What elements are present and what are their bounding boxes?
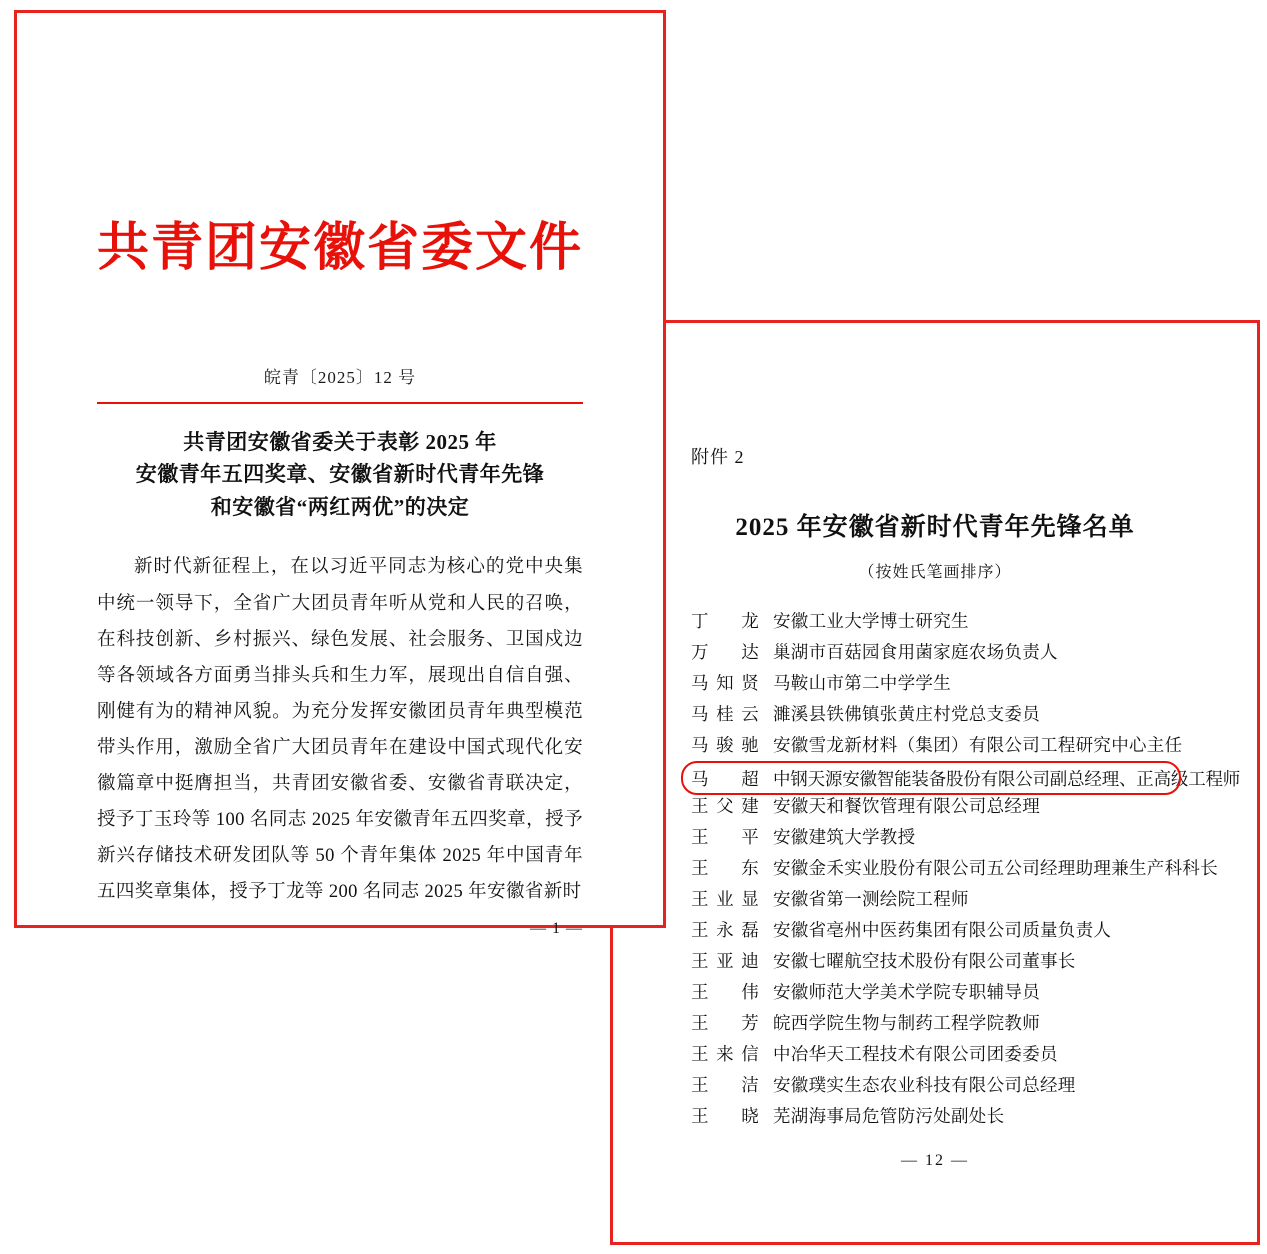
honoree-affiliation: 安徽璞实生态农业科技有限公司总经理 (773, 1075, 1076, 1095)
honoree-affiliation: 中冶华天工程技术有限公司团委委员 (773, 1044, 1058, 1064)
name-list-subtitle: （按姓氏笔画排序） (858, 564, 1012, 581)
honoree-affiliation: 安徽天和餐饮管理有限公司总经理 (773, 796, 1040, 816)
honoree-affiliation: 中钢天源安徽智能装备股份有限公司副总经理、正高级工程师 (773, 768, 1241, 789)
honoree-affiliation: 巢湖市百菇园食用菌家庭农场负责人 (773, 642, 1058, 662)
list-item (691, 793, 1179, 824)
honoree-name: 王亚迪 (691, 951, 759, 971)
document-page-1 (14, 10, 666, 938)
honoree-name: 王晓 (691, 1106, 759, 1126)
honoree-affiliation: 芜湖海事局危管防污处副处长 (773, 1106, 1005, 1126)
list-item (691, 1103, 1179, 1134)
honoree-affiliation: 马鞍山市第二中学学生 (773, 673, 951, 693)
honoree-name: 王芳 (691, 1013, 759, 1033)
honoree-affiliation: 皖西学院生物与制药工程学院教师 (773, 1013, 1040, 1033)
red-divider-rule (97, 402, 583, 404)
list-item (691, 1041, 1179, 1072)
honoree-name: 马知贤 (691, 673, 759, 693)
list-item (691, 608, 1179, 639)
document-page-2 (610, 320, 1260, 1245)
honoree-affiliation: 安徽省亳州中医药集团有限公司质量负责人 (773, 920, 1112, 940)
honoree-affiliation: 安徽省第一测绘院工程师 (773, 889, 969, 909)
list-item (691, 917, 1179, 948)
name-list-title: 2025 年安徽省新时代青年先锋名单 (735, 514, 1135, 541)
honoree-name: 王来信 (691, 1044, 759, 1064)
honoree-affiliation: 濉溪县铁佛镇张黄庄村党总支委员 (773, 704, 1040, 724)
document-number: 皖青〔2025〕12 号 (263, 367, 417, 387)
honoree-name: 王永磊 (691, 920, 759, 940)
honoree-name: 万达 (691, 642, 759, 662)
page-2-page-number: — 12 — (901, 1152, 969, 1169)
list-item (691, 670, 1179, 701)
name-list (691, 608, 1241, 1134)
honoree-name: 王业显 (691, 889, 759, 909)
list-item (691, 639, 1179, 670)
list-item (691, 979, 1179, 1010)
honoree-name: 马骏驰 (691, 735, 759, 755)
list-item (691, 948, 1179, 979)
honoree-affiliation: 安徽师范大学美术学院专职辅导员 (773, 982, 1040, 1002)
list-item (683, 763, 1241, 793)
document-page-2-content (613, 323, 1257, 1242)
list-item (691, 1072, 1179, 1103)
honoree-name: 王伟 (691, 982, 759, 1002)
honoree-name: 王平 (691, 827, 759, 847)
honoree-affiliation: 安徽工业大学博士研究生 (773, 611, 969, 631)
list-item (691, 701, 1179, 732)
document-masthead-title: 共青团安徽省委文件 (97, 217, 584, 278)
list-item (691, 732, 1183, 763)
honoree-affiliation: 安徽金禾实业股份有限公司五公司经理助理兼生产科科长 (773, 858, 1218, 878)
document-page-1-content (17, 13, 663, 938)
honoree-name: 王父建 (691, 796, 759, 816)
attachment-label: 附件 2 (691, 447, 745, 467)
honoree-name: 马桂云 (691, 704, 759, 724)
page-1-page-number: — 1 — (530, 920, 583, 938)
honoree-affiliation: 安徽七曜航空技术股份有限公司董事长 (773, 951, 1076, 971)
honoree-affiliation: 安徽建筑大学教授 (773, 827, 916, 847)
list-item (691, 824, 1179, 855)
honoree-name: 王洁 (691, 1075, 759, 1095)
honoree-affiliation: 安徽雪龙新材料（集团）有限公司工程研究中心主任 (773, 735, 1183, 755)
list-item (691, 1010, 1179, 1041)
honoree-name: 丁龙 (691, 611, 759, 631)
list-item (691, 886, 1179, 917)
list-item (691, 855, 1218, 886)
document-body-paragraph: 新时代新征程上，在以习近平同志为核心的党中央集中统一领导下，全省广大团员青年听从党和人民的召唤，在科技创新、乡村振兴、绿色发展、社会服务、卫国戍边等各领域各方面勇当排头兵和生力军，展现出自信自强、刚健有为的精神风貌。为充分发挥安徽团员青年典型模范带头作用，激励全省广大团员青年在建设中国式现代化安徽篇章中挺膺担当，共青团安徽省委、安徽省青联决定，授予丁玉玲等 100 名同志 2025 年安徽青年五四奖章，授予新兴存储技术研发团队等 50 个青年集体 2025 年中国青年五四奖章集体，授予丁龙等 200 名同志 2025 年安徽省新时 (97, 557, 583, 902)
document-heading: 共青团安徽省委关于表彰 2025 年 安徽青年五四奖章、安徽省新时代青年先锋 和安徽省“两红两优”的决定 (135, 429, 545, 519)
honoree-name: 马超 (691, 768, 759, 789)
honoree-name: 王东 (691, 858, 759, 878)
